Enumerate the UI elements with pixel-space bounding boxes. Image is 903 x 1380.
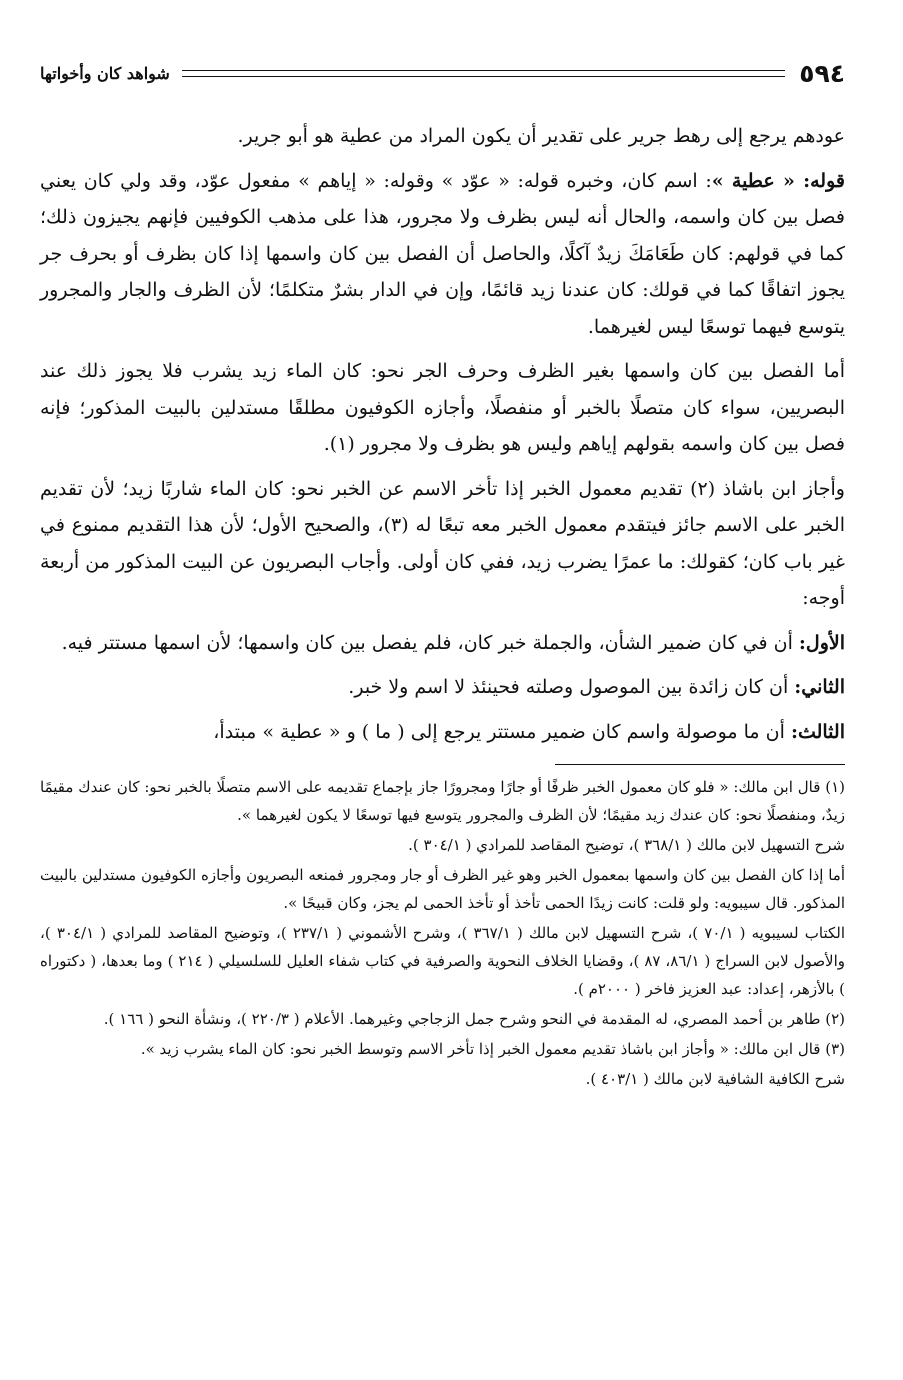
footnote-1-source: شرح التسهيل لابن مالك ( ٣٦٨/١ )، توضيح المقاصد للمرادي ( ٣٠٤/١ ).	[408, 836, 845, 854]
paragraph-lead: الأول:	[798, 631, 845, 654]
running-title: شواهد كان وأخواتها	[40, 63, 170, 83]
main-text	[40, 118, 845, 750]
page-number: ٥٩٤	[799, 58, 845, 88]
footnote-1-continuation: أما إذا كان الفصل بين كان واسمها بمعمول الخبر وهو غير الظرف أو جار ومجرور فمنعه البصريون وأجازه الكوفيون مستدلين بالبيت المذكور. قال سيبويه: ولو قلت: كانت زيدًا الحمى تأخذ أو تأخذ الحمى لم يجز، وكان قبيحًا ».	[40, 866, 845, 912]
footnotes	[40, 773, 845, 1093]
paragraph-ibn-babshadh: وأجاز ابن باشاذ (٢) تقديم معمول الخبر إذا تأخر الاسم عن الخبر نحو: كان الماء شاربًا زيد؛ لأن تقديم الخبر على الاسم جائز فيتقدم معمول الخبر معه تبعًا له (٣)، والصحيح الأول؛ لأن هذا التقديم ممنوع في غير باب كان؛ كقولك: ما عمرًا يضرب زيد، ففي كان أولى. وأجاب البصريون عن البيت المذكور من أربعة أوجه:	[40, 477, 845, 609]
paragraph-body: أن ما موصولة واسم كان ضمير مستتر يرجع إلى ( ما ) و « عطية » مبتدأ،	[213, 720, 791, 743]
footnote-separator	[555, 764, 845, 765]
paragraph-lead: الثاني:	[794, 676, 845, 698]
paragraph-first-answer	[40, 625, 845, 662]
footnote-1-references: الكتاب لسيبويه ( ٧٠/١ )، شرح التسهيل لابن مالك ( ٣٦٧/١ )، وشرح الأشموني ( ٢٣٧/١ )، وتوضيح المقاصد للمرادي ( ٣٠٤/١ )، والأصول لابن السراج ( ٨٦/١، ٨٧ )، وقضايا الخلاف النحوية والصرفية في كتاب شفاء العليل للسلسيلي ( ٢١٤ ) وما بعدها، ( دكتوراه ) بالأزهر، إعداد: عبد العزيز فاخر ( ٢٠٠٠م ).	[40, 924, 846, 998]
page-header	[40, 56, 845, 90]
document-page	[40, 56, 845, 1360]
paragraph-third-answer	[40, 714, 845, 751]
paragraph-lead: قوله: « عطية »	[711, 169, 845, 192]
paragraph-body: أن كان زائدة بين الموصول وصلته فحينئذ لا اسم ولا خبر.	[348, 676, 795, 698]
footnote-1: (١) قال ابن مالك: « فلو كان معمول الخبر ظرفًا أو جارًا ومجرورًا جاز بإجماع تقديمه على الاسم متصلًا بالخبر نحو: كان عندك مقيمًا زيدٌ، ومنفصلًا نحو: كان عندك زيد مقيمًا؛ لأن الظرف والمجرور يتوسع فيها توسعًا لا يكون لغيرهما ».	[40, 778, 845, 824]
paragraph-lead: الثالث:	[790, 720, 845, 743]
paragraph-continuation: عودهم يرجع إلى رهط جرير على تقدير أن يكون المراد من عطية هو أبو جرير.	[237, 125, 845, 147]
footnote-2: (٢) طاهر بن أحمد المصري، له المقدمة في النحو وشرح جمل الزجاجي وغيرهما. الأعلام ( ٢٢٠/٣ )، ونشأة النحو ( ١٦٦ ).	[103, 1010, 845, 1028]
paragraph-body: : اسم كان، وخبره قوله: « عوّد » وقوله: « إياهم » مفعول عوّد، وقد ولي كان يعني فصل بين كان واسمه، والحال أنه ليس بظرف ولا مجرور، هذا على مذهب الكوفيين فإنهم يجيزون ذلك؛ كما في قولهم: كان طَعَامَكَ زيدٌ آكلًا، والحاصل أن الفصل بين كان واسمها إذا كان بظرف أو بحرف جر يجوز اتفاقًا كما في قولك: كان عندنا زيد قائمًا، وإن في الدار بشرٌ متكلمًا؛ لأن الظرف والجار والمجرور يتوسع فيهما توسعًا ليس لغيرهما.	[40, 169, 845, 338]
footnote-3-source: شرح الكافية الشافية لابن مالك ( ٤٠٣/١ ).	[585, 1070, 845, 1088]
paragraph-body: أن في كان ضمير الشأن، والجملة خبر كان، فلم يفصل بين كان واسمها؛ لأن اسمها مستتر فيه.	[61, 631, 799, 654]
paragraph-atiyya	[40, 163, 845, 346]
header-rule	[182, 70, 785, 77]
footnote-3: (٣) قال ابن مالك: « وأجاز ابن باشاذ تقديم معمول الخبر إذا تأخر الاسم وتوسط الخبر نحو: كان الماء يشرب زيد ».	[140, 1040, 845, 1058]
paragraph-separation: أما الفصل بين كان واسمها بغير الظرف وحرف الجر نحو: كان الماء زيد يشرب فلا يجوز ذلك عند البصريين، سواء كان متصلًا بالخبر أو منفصلًا، وأجازه الكوفيون مطلقًا مستدلين بالبيت المذكور؛ فإنه فصل بين كان واسمه بقولهم إياهم وليس هو بظرف ولا مجرور (١).	[40, 360, 845, 455]
paragraph-second-answer	[40, 669, 845, 706]
